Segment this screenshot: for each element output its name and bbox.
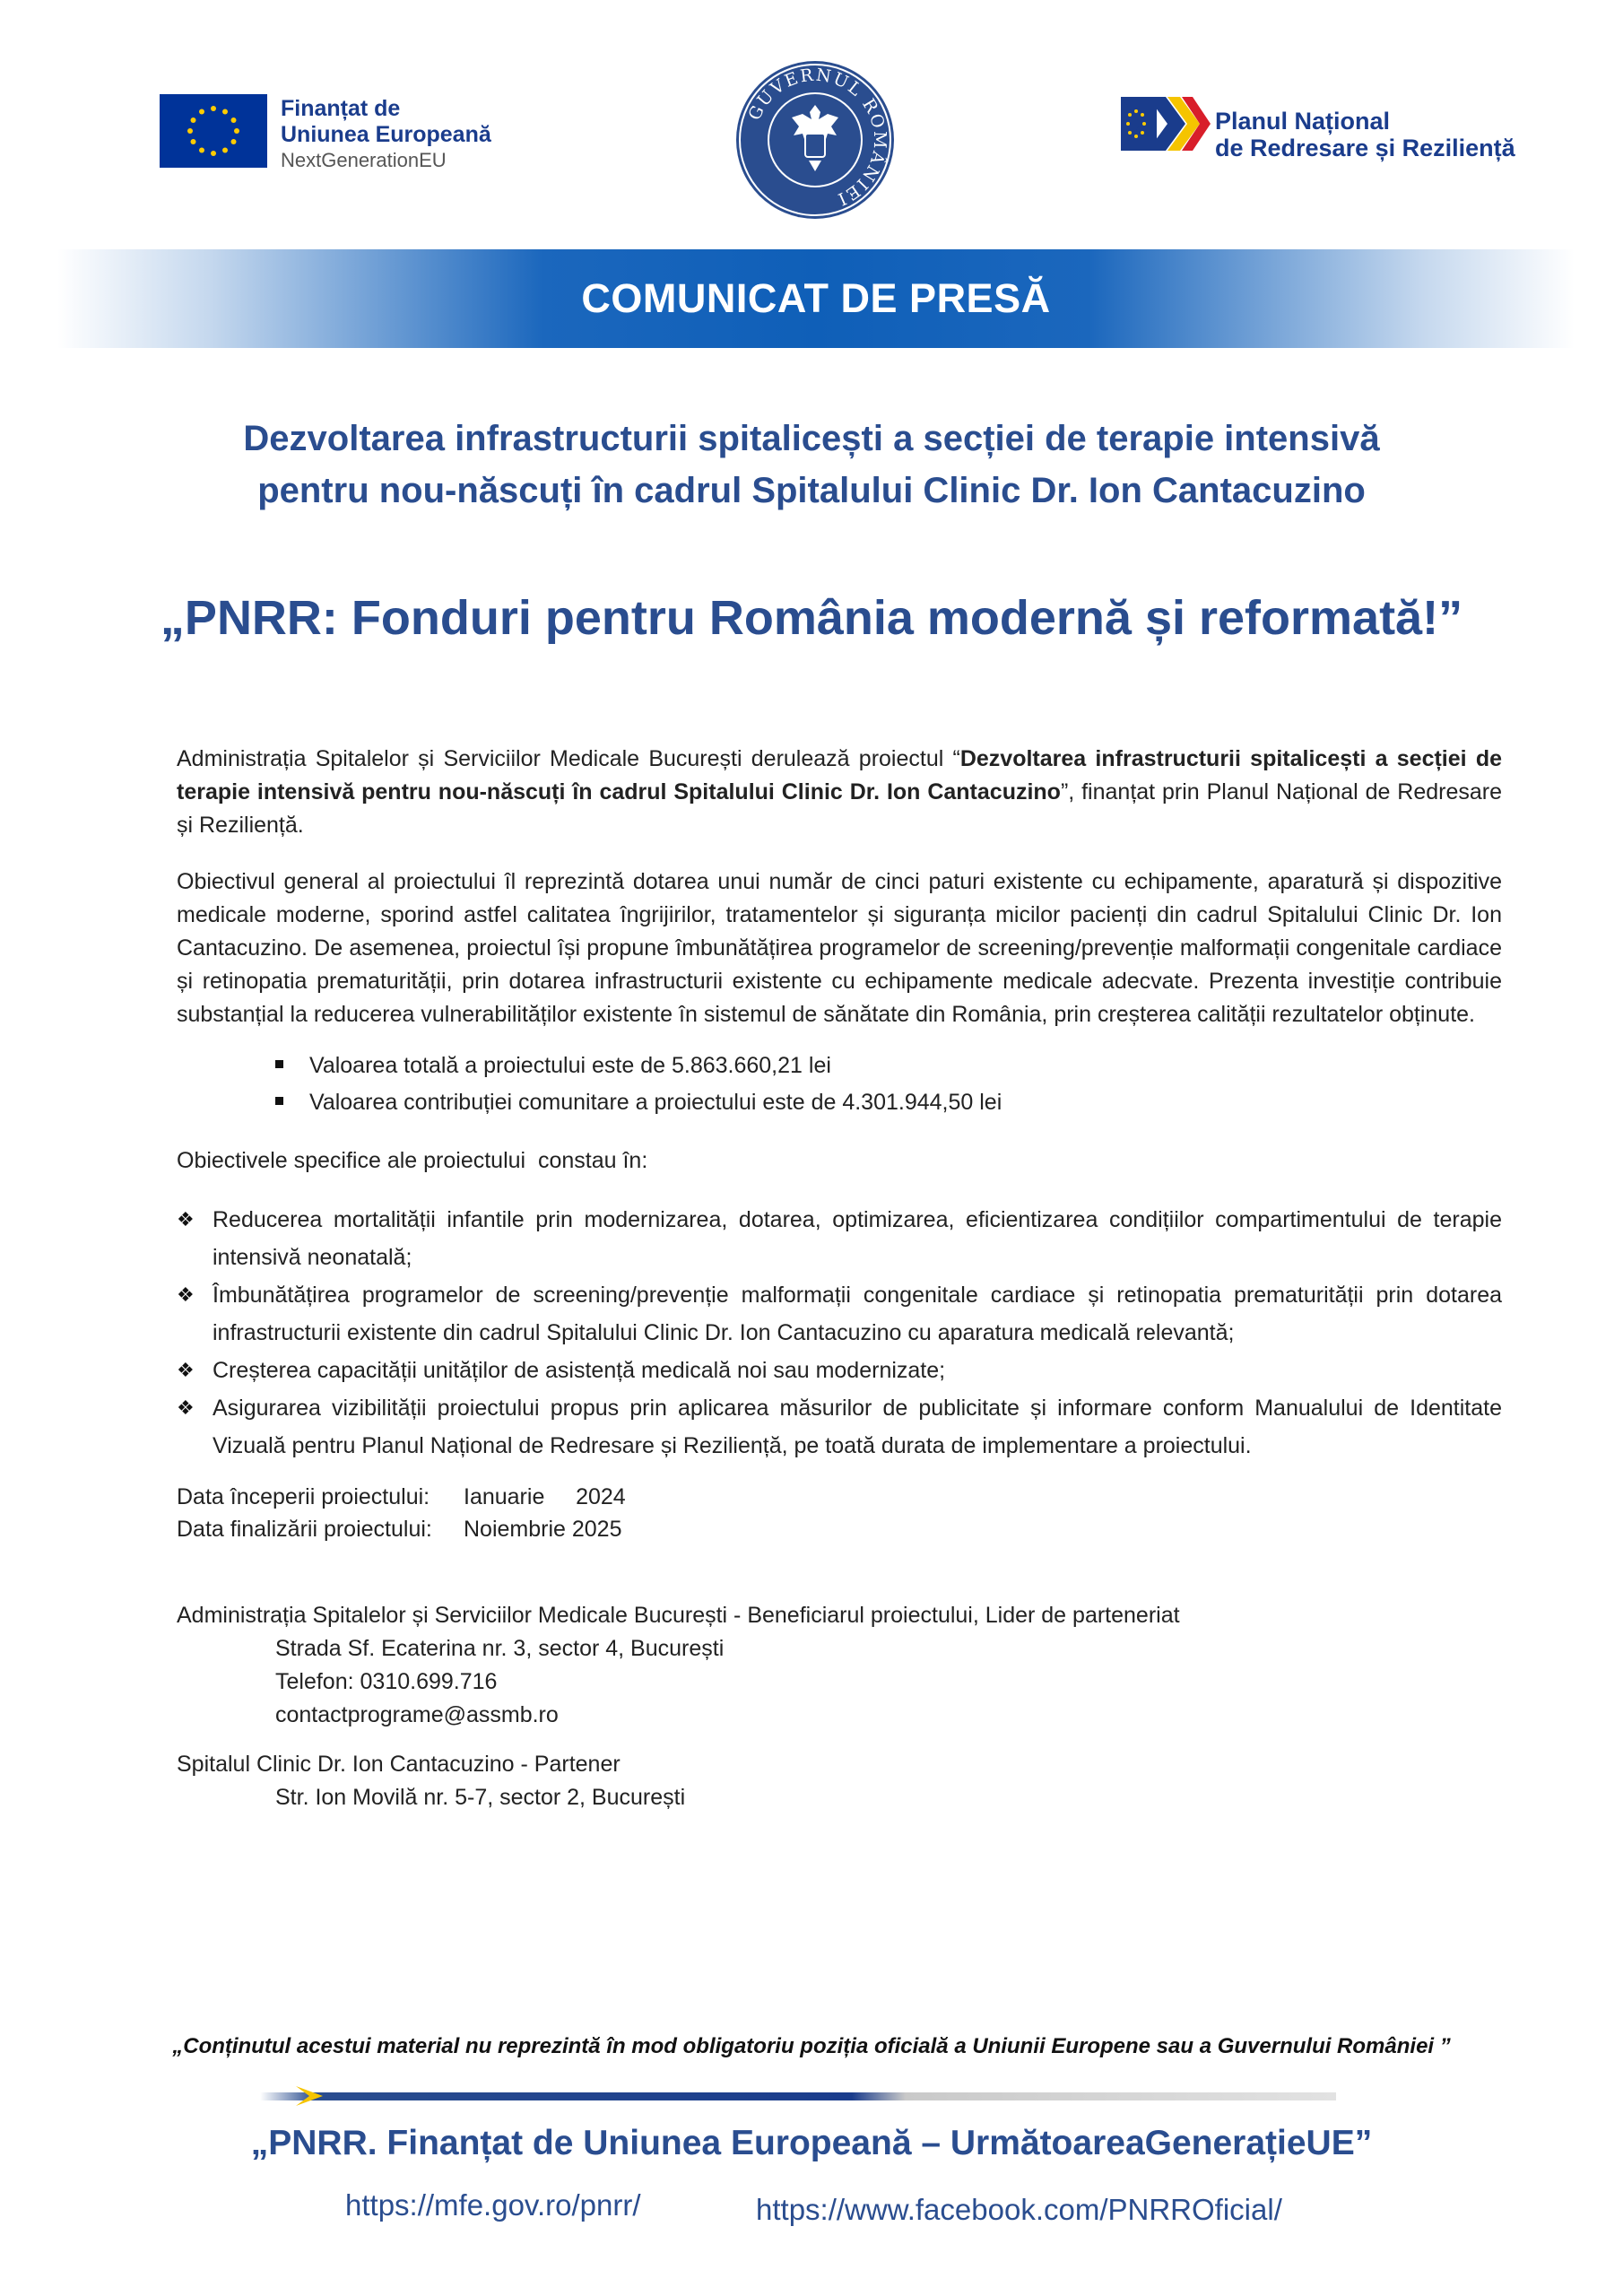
banner-title: COMUNICAT DE PRESĂ (581, 275, 1051, 321)
list-item-text: Îmbunătățirea programelor de screening/prevenție malformații congenitale cardiace și retinopatia prematurității prin dotarea infrastructurii existente din cadrul Spitalului Clinic Dr. Ion Cantacuzino cu aparatura medicală relevantă; (213, 1283, 1502, 1345)
list-item (177, 1389, 1502, 1465)
project-values-list (177, 1048, 1502, 1121)
project-title-line: Dezvoltarea infrastructurii spitalicești a secției de terapie intensivă (243, 419, 1380, 458)
list-item (177, 1352, 1502, 1389)
square-bullet-icon (275, 1097, 283, 1105)
eu-logo-line: Uniunea Europeană (281, 122, 491, 147)
diamond-bullet-icon: ❖ (177, 1396, 195, 1419)
diamond-bullet-icon: ❖ (177, 1359, 195, 1381)
slogan: „PNRR: Fonduri pentru România modernă și reformată!” (160, 591, 1463, 645)
eu-logo-line: NextGenerationEU (281, 149, 447, 171)
objectives-heading: Obiectivele specifice ale proiectului constau în: (177, 1148, 648, 1173)
project-title (135, 413, 1488, 517)
intro-text: Administrația Spitalelor și Serviciilor Medicale București derulează proiectul “ (177, 746, 960, 771)
beneficiary-phone: Telefon: 0310.699.716 (275, 1669, 498, 1694)
beneficiary-contact (177, 1599, 1502, 1732)
intro-paragraph (177, 743, 1502, 842)
pnrr-logo-text (1215, 108, 1515, 161)
list-item-text: Valoarea totală a proiectului este de 5.863.660,21 lei (309, 1053, 831, 1078)
pnrr-logo (1121, 97, 1533, 169)
press-release-banner (57, 249, 1575, 348)
project-title-line: pentru nou-născuți în cadrul Spitalului Clinic Dr. Ion Cantacuzino (257, 471, 1366, 510)
government-seal-logo (733, 58, 897, 222)
seal-text: GUVERNUL ROMÂNIEI (744, 65, 890, 210)
start-date-row (177, 1481, 1502, 1513)
footer-decorative-bar (260, 2086, 1336, 2106)
start-date-label: Data începerii proiectului: (177, 1484, 430, 1509)
eu-funding-logo (160, 94, 509, 175)
mfe-pnrr-link[interactable]: https://mfe.gov.ro/pnrr/ (345, 2188, 641, 2222)
list-item-text: Asigurarea vizibilității proiectului propus prin aplicarea măsurilor de publicitate și informare conform Manualului de Identitate Vizuală pentru Planul Național de Redresare și Reziliență, pe toată durata de implementare a proiectului. (213, 1396, 1502, 1458)
footer-slogan: „PNRR. Finanțat de Uniunea Europeană – UrmătoareaGenerațieUE” (250, 2124, 1373, 2162)
list-item-text: Creșterea capacității unităților de asistență medicală noi sau modernizate; (213, 1358, 946, 1383)
list-item (177, 1276, 1502, 1352)
facebook-pnrr-link[interactable]: https://www.facebook.com/PNRROficial/ (756, 2193, 1282, 2226)
eu-flag-icon (160, 94, 267, 168)
square-bullet-icon (275, 1060, 283, 1068)
beneficiary-address: Strada Sf. Ecaterina nr. 3, sector 4, București (275, 1636, 725, 1661)
partner-address: Str. Ion Movilă nr. 5-7, sector 2, București (275, 1785, 686, 1810)
project-dates (177, 1481, 1502, 1545)
eu-logo-line: Finanțat de (281, 96, 401, 121)
list-item (275, 1084, 1502, 1121)
list-item (177, 1201, 1502, 1276)
partner-name: Spitalul Clinic Dr. Ion Cantacuzino - Partener (177, 1752, 621, 1777)
diamond-bullet-icon: ❖ (177, 1283, 195, 1306)
intro-project-name: Dezvoltarea infrastructurii spitalicești a secției de terapie intensivă pentru nou-născuți în cadrul Spitalului Clinic Dr. Ion Cantacuzino (177, 746, 1502, 804)
list-item-text: Valoarea contribuției comunitare a proiectului este de 4.301.944,50 lei (309, 1090, 1002, 1115)
end-date-value: Noiembrie 2025 (464, 1517, 622, 1542)
partner-contact (177, 1748, 1502, 1814)
pnrr-logo-line: de Redresare și Reziliență (1215, 135, 1515, 161)
specific-objectives-list (177, 1201, 1502, 1465)
intro-text: ”, finanțat prin Planul Național de Redresare și Reziliență. (177, 779, 1503, 838)
start-date-value: Ianuarie 2024 (464, 1484, 626, 1509)
end-date-label: Data finalizării proiectului: (177, 1517, 432, 1542)
pnrr-flag-icon (1121, 97, 1211, 151)
document-body (177, 743, 1502, 1814)
general-objective-paragraph: Obiectivul general al proiectului îl reprezintă dotarea unui număr de cinci paturi existente cu echipamente, aparatură și dispozitive medicale moderne, sporind astfel calitatea îngrijirilor, tratamentelor și siguranța micilor pacienți din cadrul Spitalului Clinic Dr. Ion Cantacuzino. De asemenea, proiectul își propune îmbunătățirea programelor de screening/prevenție malformații congenitale cardiace și retinopatia prematurității, prin dotarea infrastructurii existente cu echipamente medicale adecvate. Prezenta investiție contribuie substanțial la reducerea vulnerabilităților existente în sistemul de sănătate din România, prin creșterea calității rezultatelor obținute. (177, 869, 1502, 1027)
eu-logo-text (281, 96, 491, 173)
list-item (275, 1048, 1502, 1084)
disclaimer: „Conținutul acestui material nu reprezintă în mod obligatoriu poziția oficială a Uniunii Europene sau a Guvernului României ” (172, 2034, 1451, 2058)
pnrr-logo-line: Planul Național (1215, 108, 1391, 135)
beneficiary-email: contactprograme@assmb.ro (275, 1702, 559, 1727)
beneficiary-name: Administrația Spitalelor și Serviciilor Medicale București - Beneficiarul proiectului, Lider de parteneriat (177, 1603, 1180, 1628)
diamond-bullet-icon: ❖ (177, 1208, 195, 1231)
list-item-text: Reducerea mortalității infantile prin modernizarea, dotarea, optimizarea, eficientizarea condițiilor compartimentului de terapie intensivă neonatală; (213, 1207, 1502, 1270)
end-date-row (177, 1513, 1502, 1545)
